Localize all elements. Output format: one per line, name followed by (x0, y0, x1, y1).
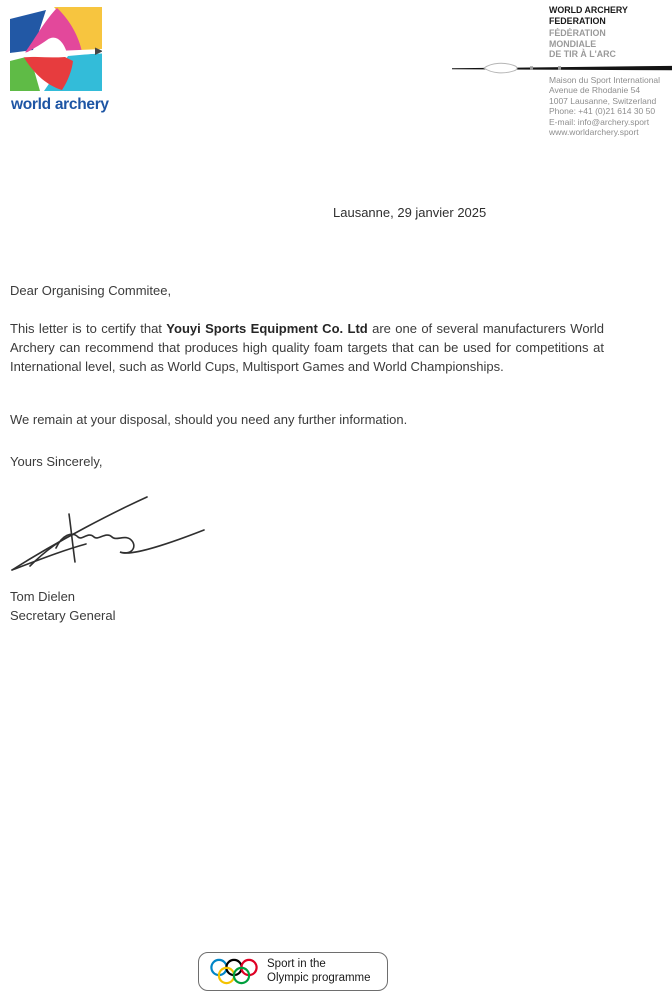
para1-text-before: This letter is to certify that (10, 321, 167, 336)
olympic-rings-icon (210, 958, 258, 986)
org-name-fr-line3: DE TIR À L'ARC (549, 49, 616, 60)
olympic-programme-badge (198, 952, 388, 991)
org-name-english (549, 6, 661, 27)
badge-text-line1: Sport in the (267, 958, 326, 970)
address-line-website: www.worldarchery.sport (549, 127, 639, 138)
para1-text-after: are one of several manufacturers World Archery can recommend that produces high quality foam targets that can be used for competitions at International level, such as World Cups, Multisport Games and World Championships. (10, 321, 604, 374)
company-name: Youyi Sports Equipment Co. Ltd (166, 321, 368, 336)
dateline: Lausanne, 29 janvier 2025 (333, 205, 487, 220)
world-archery-logo-icon (10, 7, 102, 93)
logo-wordmark: world archery (11, 96, 109, 113)
signer-name: Tom Dielen (10, 589, 76, 604)
badge-text-line2: Olympic programme (267, 971, 371, 984)
badge-text (267, 958, 371, 985)
signature-icon (6, 486, 216, 578)
disposal-paragraph: We remain at your disposal, should you need any further information. (10, 412, 408, 427)
signer-title: Secretary General (10, 608, 116, 623)
address-line-1: Maison du Sport International (549, 75, 661, 85)
letterhead-names (549, 6, 669, 61)
letterhead-address (549, 75, 660, 137)
arrow-icon (452, 61, 672, 75)
closing-line: Yours Sincerely, (10, 454, 103, 469)
certification-paragraph (10, 319, 604, 376)
address-line-phone: Phone: +41 (0)21 614 30 50 (549, 106, 656, 117)
org-name-fr-line1: FÉDÉRATION (549, 28, 606, 39)
address-line-2: Avenue de Rhodanie 54 (549, 85, 641, 96)
world-archery-logo (10, 7, 120, 113)
address-line-email: E-mail: info@archery.sport (549, 116, 650, 127)
salutation: Dear Organising Commitee, (10, 283, 172, 298)
org-name-en-line2: FEDERATION (549, 15, 606, 27)
signer-block (10, 587, 116, 625)
org-name-fr-line2: MONDIALE (549, 38, 597, 50)
org-name-french (549, 29, 661, 61)
org-name-en-line1: WORLD ARCHERY (549, 5, 628, 16)
address-line-3: 1007 Lausanne, Switzerland (549, 95, 657, 106)
